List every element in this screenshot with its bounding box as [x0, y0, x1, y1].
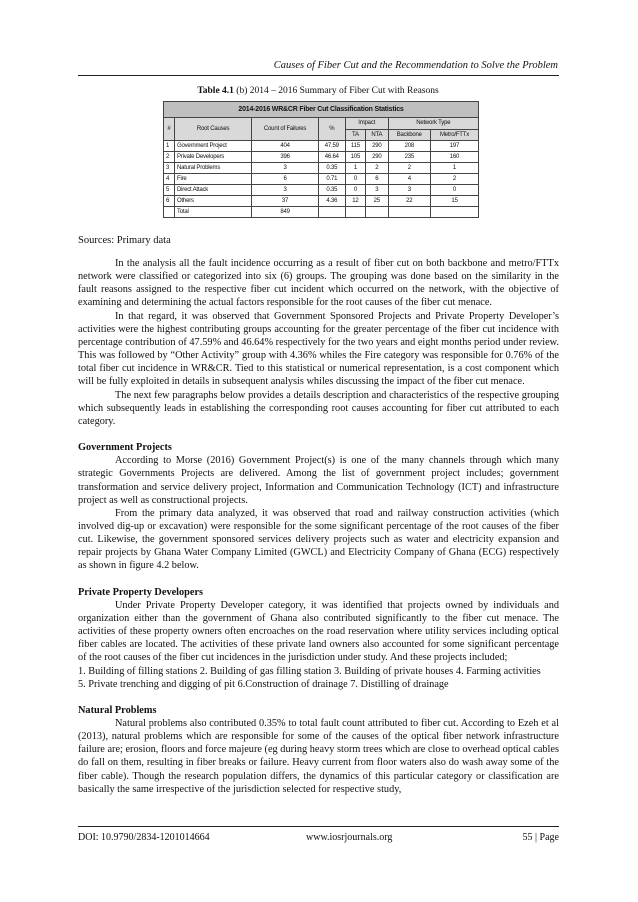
table-title-text: (b) 2014 – 2016 Summary of Fiber Cut with Reasons — [233, 86, 439, 96]
section-heading-private-developers: Private Property Developers — [78, 586, 204, 598]
table-row — [164, 174, 479, 185]
table-title — [78, 86, 558, 96]
row-cause: Others — [175, 196, 252, 207]
header-rule — [78, 75, 559, 76]
table-row — [164, 185, 479, 196]
row-percent: 47.59 — [318, 141, 345, 152]
header-root-causes: Root Causes — [175, 118, 252, 141]
fiber-cut-stats-table — [163, 101, 479, 218]
row-nta: 6 — [366, 174, 389, 185]
paragraph: In the analysis all the fault incidence occurring as a result of fiber cut on both backbone and metro/FTTx network were classified or categorized into six (6) groups. The grouping was done based on the similarity in the fault reasons assigned to the respective fiber cut incident which occurred on the network, with the objective of examining and determining the actual factors responsible for the root causes of the fiber cut menace. — [78, 258, 559, 309]
paragraph: Under Private Property Developer category, it was identified that projects owned by individuals and organization either than the government of Ghana also contributed significantly to the fiber cut menace. The activities of these property owners often encroaches on the road reservation where utility services including optical fiber cables are located. The activities of these private land owners also accounted for some significant percentage of the root causes of the fiber cut incidences in the jurisdiction under study. And these projects included; — [78, 599, 559, 664]
row-percent: 46.64 — [318, 152, 345, 163]
total-label: Total — [175, 207, 252, 218]
header-backbone: Backbone — [388, 130, 430, 141]
header-network-type: Network Type — [388, 118, 478, 130]
table-row — [164, 152, 479, 163]
row-metro: 1 — [431, 163, 479, 174]
paragraph: According to Morse (2016) Government Project(s) is one of the many channels through which many strategic Governments Projects are delivered. Among the list of government project includes; government transformation and service delivery project, Information and Communication Technology (ICT) and infrastructure project as well as constructional projects. — [78, 455, 559, 506]
row-num: 1 — [164, 141, 175, 152]
footer-rule — [78, 826, 559, 827]
header-impact: Impact — [345, 118, 388, 130]
row-num: 5 — [164, 185, 175, 196]
table-row — [164, 141, 479, 152]
row-nta: 3 — [366, 185, 389, 196]
footer-page-number: 55 | Page — [522, 832, 559, 843]
row-nta: 2 — [366, 163, 389, 174]
row-cause: Natural Problems — [175, 163, 252, 174]
row-backbone: 2 — [388, 163, 430, 174]
row-cause: Direct Attack — [175, 185, 252, 196]
row-ta: 115 — [345, 141, 365, 152]
table-sources: Sources: Primary data — [78, 235, 171, 246]
paragraph: Natural problems also contributed 0.35% to total fault count attributed to fiber cut. According to Ezeh et al (2013), natural problems which are responsible for some of the causes of the optical fiber network infrastructure failure are; erosion, floors and force majeure (eg during heavy storm trees which are close to overhead optical cables do fall on them, resulting in fiber breaks or failure. Heavy current from floor waters also do wash away some of the fiber cable). Though the research population differs, the dynamics of this particular category or classification are basically the same irrespective of the jurisdiction selected for respective study, — [78, 718, 559, 795]
row-metro: 0 — [431, 185, 479, 196]
row-percent: 0.35 — [318, 185, 345, 196]
total-empty — [431, 207, 479, 218]
section-heading-government-projects: Government Projects — [78, 442, 172, 454]
paragraph: From the primary data analyzed, it was observed that road and railway construction activities (which involved dig-up or excavation) were responsible for the some significant percentage of the root causes of the fiber cut. Likewise, the government sponsored services delivery projects such as water and electricity expansion and repair projects by Ghana Water Company Limited (GWCL) and Electricity Company of Ghana (ECG) respectively as shown in figure 4.2 below. — [78, 507, 559, 572]
table-row — [164, 196, 479, 207]
row-count: 404 — [252, 141, 319, 152]
total-empty — [345, 207, 365, 218]
row-count: 37 — [252, 196, 319, 207]
list-item: 1. Building of filling stations 2. Building of gas filling station 3. Building of private houses 4. Farming activities — [78, 665, 541, 677]
row-ta: 1 — [345, 163, 365, 174]
body-text — [78, 257, 559, 796]
footer-doi: DOI: 10.9790/2834-1201014664 — [78, 832, 210, 843]
total-empty — [318, 207, 345, 218]
row-num: 6 — [164, 196, 175, 207]
footer-website-link[interactable]: www.iosrjournals.org — [306, 832, 393, 843]
row-metro: 197 — [431, 141, 479, 152]
row-ta: 0 — [345, 185, 365, 196]
table-caption: 2014-2016 WR&CR Fiber Cut Classification Statistics — [164, 102, 479, 118]
row-count: 396 — [252, 152, 319, 163]
row-num: 2 — [164, 152, 175, 163]
row-backbone: 235 — [388, 152, 430, 163]
total-empty — [366, 207, 389, 218]
row-cause: Fire — [175, 174, 252, 185]
section-heading-natural-problems: Natural Problems — [78, 704, 157, 716]
row-ta: 105 — [345, 152, 365, 163]
header-ta: TA — [345, 130, 365, 141]
total-num — [164, 207, 175, 218]
header-metro: Metro/FTTx — [431, 130, 479, 141]
table-total-row — [164, 207, 479, 218]
row-backbone: 3 — [388, 185, 430, 196]
table-row — [164, 163, 479, 174]
row-percent: 0.71 — [318, 174, 345, 185]
running-head: Causes of Fiber Cut and the Recommendation to Solve the Problem — [273, 60, 558, 71]
header-percent: % — [318, 118, 345, 141]
row-backbone: 4 — [388, 174, 430, 185]
row-num: 3 — [164, 163, 175, 174]
total-count: 849 — [252, 207, 319, 218]
header-num: # — [164, 118, 175, 141]
row-ta: 12 — [345, 196, 365, 207]
row-metro: 160 — [431, 152, 479, 163]
row-count: 3 — [252, 163, 319, 174]
row-cause: Private Developers — [175, 152, 252, 163]
table-number: Table 4.1 — [197, 86, 234, 96]
header-nta: NTA — [366, 130, 389, 141]
row-nta: 25 — [366, 196, 389, 207]
row-backbone: 208 — [388, 141, 430, 152]
row-percent: 4.36 — [318, 196, 345, 207]
row-metro: 2 — [431, 174, 479, 185]
header-count: Count of Failures — [252, 118, 319, 141]
total-empty — [388, 207, 430, 218]
row-percent: 0.35 — [318, 163, 345, 174]
row-count: 6 — [252, 174, 319, 185]
paragraph: The next few paragraphs below provides a details description and characteristics of the respective grouping which subsequently leads in establishing the corresponding root causes accounting for fiber cut attributed to each category. — [78, 389, 559, 427]
row-num: 4 — [164, 174, 175, 185]
paragraph: In that regard, it was observed that Government Sponsored Projects and Private Property Developer’s activities were the highest contributing groups accounting for the greater percentage of the fiber cut incidence with percentage contribution of 47.59% and 46.64% respectively for the two years and eight months period under review. This was followed by “Other Activity” group with 4.36% whiles the Fire category was responsible for 0.76% of the total fiber cut incidence in WR&CR. Tied to this statistical or numerical representation, is a cost component which will be fully exploited in details in subsequent analysis whiles discussing the impact of the fiber cut menace. — [78, 310, 559, 388]
row-ta: 0 — [345, 174, 365, 185]
row-metro: 15 — [431, 196, 479, 207]
row-cause: Government Project — [175, 141, 252, 152]
row-count: 3 — [252, 185, 319, 196]
row-backbone: 22 — [388, 196, 430, 207]
list-item: 5. Private trenching and digging of pit 6.Construction of drainage 7. Distilling of drainage — [78, 678, 449, 690]
row-nta: 290 — [366, 141, 389, 152]
row-nta: 290 — [366, 152, 389, 163]
